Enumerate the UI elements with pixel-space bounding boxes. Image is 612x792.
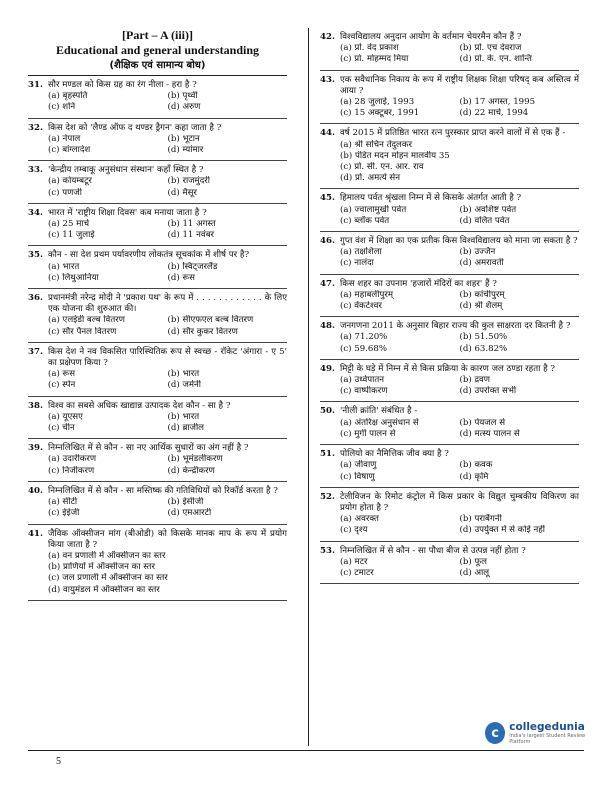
option: (c) नालंदा (340, 258, 374, 269)
option: (b) भूटान (167, 133, 200, 144)
option: (c) 11 जुलाई (48, 230, 95, 241)
question-item (28, 343, 287, 397)
options (28, 454, 287, 476)
option: (d) मत्स्य पालन से (459, 428, 520, 439)
option: (d) वलित पर्वत (459, 215, 510, 226)
option: (d) सौर कुकर वितरण (167, 326, 238, 337)
options (28, 551, 287, 596)
option: (a) 71.20% (340, 332, 388, 343)
option: (c) वाष्पीकरण (340, 386, 388, 397)
question-number: 43. (320, 74, 335, 85)
question-text: 'केन्द्रीय तम्बाकू अनुसंधान संस्थान' कहाँ स्थित है ? (48, 165, 204, 176)
option: (a) अंतरिक्ष अनुसंधान से (340, 417, 419, 428)
option: (a) सीटी (48, 497, 78, 508)
option: (b) भारत (167, 369, 200, 380)
question-number: 33. (28, 165, 43, 176)
question-number: 47. (320, 278, 335, 289)
options (320, 205, 579, 227)
option: (b) पराबैंगनी (459, 514, 502, 525)
option: (d) अमरावती (459, 258, 504, 269)
option: (a) ज्वालामुखी पर्वत (340, 204, 407, 215)
option: (b) प्रो. एच देवराज (459, 43, 522, 54)
options (28, 91, 287, 113)
question-number: 51. (320, 449, 335, 460)
question-text: किस शहर का उपनाम 'हजारों मंदिरों का शहर' हैं ? (340, 278, 497, 289)
question-number: 39. (28, 443, 43, 454)
section-header (28, 28, 287, 73)
option: (c) सौर पैनल वितरण (48, 326, 117, 337)
option: (d) उपरोक्त सभी (459, 386, 517, 397)
question-item (320, 445, 579, 488)
question-item (320, 28, 579, 71)
option: (d) श्री शैलम् (459, 301, 503, 312)
question-number: 36. (28, 293, 43, 304)
option: (b) 11 अगस्त (167, 219, 216, 230)
option: (b) पेयजल से (459, 417, 506, 428)
option: (d) कृमि (459, 471, 489, 482)
option: (b) फूल (459, 556, 487, 567)
option: (d) 63.82% (459, 343, 508, 354)
question-item (320, 275, 579, 318)
option: (c) 59.68% (340, 343, 388, 354)
question-item (28, 161, 287, 204)
option: (b) कांचीपुरम् (459, 289, 505, 300)
section-title-hindi: (शैक्षिक एवं सामान्य बोध) (109, 60, 206, 71)
options (320, 557, 579, 579)
option: (b) स्विट्जरलैंड (167, 261, 218, 272)
question-number: 42. (320, 32, 335, 42)
question-number: 31. (28, 80, 43, 90)
question-text: प्रधानमंत्री नरेन्द्र मोदी ने 'प्रकाश पथ' के रूप में . . . . . . . . . . . . के लिए एक योजना की शुरुआत की। (48, 293, 287, 315)
question-number: 53. (320, 545, 335, 556)
logo-mark-icon: c (485, 722, 505, 744)
option: (c) टमाटर (340, 567, 374, 578)
option: (a) महाबलीपुरम् (340, 289, 393, 300)
question-text: जैविक ऑक्सीजन मांग (बीओडी) को किसके मानक माप के रूप में प्रयोग किया जाता है ? (48, 528, 287, 550)
question-number: 44. (320, 128, 335, 139)
options (320, 375, 579, 397)
question-text: 'नीली क्रांति' संबंधित है - (340, 406, 418, 417)
option: (b) भूमंडलीकरण (167, 454, 223, 465)
option: (a) कोयम्बटूर (48, 176, 92, 187)
option: (d) प्रो. अमर्त्य सेन (340, 173, 401, 184)
question-text: कौन - सा देश प्रथम पर्यावरणीय लोकतंत्र सूचकांक में शीर्ष पर है? (48, 250, 250, 261)
options (28, 497, 287, 519)
option: (a) भारत (48, 261, 80, 272)
options (320, 332, 579, 354)
logo-name: collegedunia (509, 721, 585, 733)
option: (b) पृथ्वी (167, 91, 198, 102)
section-title: Educational and general understanding (55, 43, 260, 57)
option: (a) तक्षशिला (340, 247, 382, 258)
left-column (28, 28, 287, 601)
option: (c) पणजी (48, 187, 82, 198)
option: (b) सीएफएल बल्ब वितरण (167, 315, 254, 326)
options (320, 418, 579, 440)
option: (d) म्यांमार (167, 145, 204, 156)
options (320, 290, 579, 312)
option: (d) प्रो. के. एन. शान्ति (459, 54, 532, 65)
question-item (320, 189, 579, 232)
option: (d) 22 मार्च, 1994 (459, 108, 529, 119)
option: (a) मटर (340, 556, 368, 567)
options (320, 514, 579, 536)
page-number: 5 (56, 756, 61, 767)
question-number: 45. (320, 193, 335, 204)
question-number: 40. (28, 485, 43, 496)
option: (a) उदारीकरण (48, 454, 97, 465)
question-item (320, 124, 579, 189)
question-text: किस देश ने नव विकसित पारिस्थितिक रूप से स्वच्छ - रॉकेट 'अंगारा - ए 5' का प्रक्षेपण किया ? (48, 346, 287, 369)
option: (b) द्रवण (459, 375, 490, 386)
question-item (320, 360, 579, 403)
option: (c) मुर्गी पालन से (340, 428, 396, 439)
question-number: 48. (320, 321, 335, 332)
option: (d) जर्मनी (167, 380, 201, 391)
question-item (28, 204, 287, 247)
column-divider (308, 28, 309, 746)
question-number: 37. (28, 346, 43, 357)
option: (c) चीन (48, 423, 75, 434)
option: (c) लिथुआनिया (48, 272, 99, 283)
question-text: वर्ष 2015 में प्रतिष्ठित भारत रत्न पुरस्कार प्राप्त करने वालों में से एक हैं - (340, 128, 566, 139)
option: (d) मैसूर (167, 187, 197, 198)
question-number: 46. (320, 236, 335, 247)
question-item (320, 542, 579, 585)
option: (c) स्पेन (48, 380, 76, 391)
option: (b) ईसीजी (167, 497, 204, 508)
logo-tagline: India's largest Student Review Platform (509, 733, 586, 745)
question-number: 34. (28, 207, 43, 218)
option: (c) प्रो. सी. एन. आर. राव (340, 162, 424, 173)
question-item (320, 402, 579, 445)
question-text: सौर मण्डल को किस ग्रह का रंग नीला - हरा है ? (48, 80, 197, 90)
option: (d) उपर्युक्त में से कोई नहीं (459, 525, 545, 536)
options (320, 43, 579, 65)
question-text: किस देश को 'लैण्ड ऑफ द थण्डर ड्रैगन' कहा जाता है ? (48, 122, 222, 133)
option: (b) पंडित मदन मोहन मालवीय 35 (340, 150, 450, 161)
options (28, 219, 287, 241)
option: (b) 51.50% (459, 332, 508, 343)
question-number: 32. (28, 122, 43, 133)
options (28, 369, 287, 391)
question-item (28, 289, 287, 343)
question-item (28, 397, 287, 440)
right-column (320, 28, 579, 584)
question-item (320, 317, 579, 360)
question-text: विश्वविद्यालय अनुदान आयोग के वर्तमान चेयरमैन कौन हैं ? (340, 32, 522, 42)
options (320, 140, 579, 185)
question-text: गुप्त वंश में शिक्षा का एक प्रतीक किस विश्वविद्यालय को माना जा सकता है ? (340, 236, 578, 247)
option: (d) ब्राजील (167, 423, 205, 434)
option: (a) एलईडी बल्ब वितरण (48, 315, 125, 326)
option: (c) जल प्रणाली में ऑक्सीजन का स्तर (48, 573, 168, 584)
options (28, 134, 287, 156)
collegedunia-logo (485, 716, 600, 750)
option: (c) प्रो. मोहम्मद मिया (340, 54, 409, 65)
question-number: 35. (28, 250, 43, 261)
question-item (28, 76, 287, 119)
option: (d) केन्द्रीकरण (167, 465, 215, 476)
option: (a) बृहस्पति (48, 91, 88, 102)
question-number: 41. (28, 528, 43, 539)
option: (a) अवरक्त (340, 514, 379, 525)
question-text: मिट्टी के घड़े में निम्न में से किस प्रक्रिया के कारण जल ठण्डा रहता है ? (340, 363, 555, 374)
option: (a) 25 मार्च (48, 219, 90, 230)
question-number: 52. (320, 491, 335, 502)
option: (b) उज्जैन (459, 247, 496, 258)
right-question-list (320, 28, 579, 584)
option: (a) नेपाल (48, 133, 81, 144)
question-number: 38. (28, 400, 43, 411)
option: (c) बांग्लादेश (48, 145, 91, 156)
option: (a) रूस (48, 369, 76, 380)
options (320, 247, 579, 269)
option: (d) 11 नवंबर (167, 230, 215, 241)
option: (c) ईईजी (48, 508, 80, 519)
options (320, 97, 579, 119)
question-text: जनगणना 2011 के अनुसार बिहार राज्य की कुल साक्षरता दर कितनी है ? (340, 321, 571, 332)
option: (d) आलू (459, 567, 490, 578)
option: (c) निजीकरण (48, 465, 95, 476)
option: (c) विषाणु (340, 471, 375, 482)
option: (a) 28 जुलाई, 1993 (340, 97, 415, 108)
option: (a) उर्ध्वपातन (340, 375, 385, 386)
options (28, 315, 287, 337)
question-text: टेलीविजन के रिमोट कंट्रोल में किस प्रकार के विद्युत चुम्बकीय विकिरण का प्रयोग होता है ? (340, 491, 579, 513)
question-item (320, 232, 579, 275)
question-text: पोलियो का नैमित्तिक जीव क्या है ? (340, 449, 449, 460)
question-number: 49. (320, 363, 335, 374)
option: (c) ब्लॉक पर्वत (340, 215, 390, 226)
question-text: हिमालय पर्वत श्रृंखला निम्न में से किसके अंतर्गत आती है ? (340, 193, 522, 204)
option: (a) वन प्रणाली में ऑक्सीजन का स्तर (48, 550, 166, 561)
option: (a) प्रो. वेद प्रकाश (340, 43, 399, 54)
question-item (28, 246, 287, 289)
option: (b) 17 अगस्त, 1995 (459, 97, 536, 108)
option: (c) वेंकटेश्वर (340, 301, 382, 312)
option: (d) रूस (167, 272, 195, 283)
question-item (28, 525, 287, 601)
question-number: 50. (320, 406, 335, 417)
options (320, 460, 579, 482)
options (28, 176, 287, 198)
question-item (320, 71, 579, 125)
question-text: निम्नलिखित में से कौन - सा मस्तिष्क की गतिविधियों को रिकॉर्ड करता है ? (48, 485, 278, 496)
question-item (320, 488, 579, 542)
option: (a) जीवाणु (340, 460, 377, 471)
option: (b) कवक (459, 460, 493, 471)
section-part: [Part – A (iii)] (122, 28, 193, 42)
option: (d) एमआरटी (167, 508, 212, 519)
option: (c) 15 अक्टूबर, 1991 (340, 108, 420, 119)
option: (b) प्राणियों में ऑक्सीजन का स्तर (48, 562, 155, 573)
option: (d) वायुमंडल में ऑक्सीजन का स्तर (48, 584, 160, 595)
options (28, 412, 287, 434)
question-text: एक सवैधानिक निकाय के रूप में राष्ट्रीय शिक्षक शिक्षा परिषद् कब अस्तित्व में आया ? (340, 74, 579, 96)
question-item (28, 482, 287, 525)
option: (a) यूएसए (48, 411, 83, 422)
question-text: निम्नलिखित में से कौन - सा नए आर्थिक सुधारों का अंग नहीं है ? (48, 443, 249, 454)
question-text: भारत में 'राष्ट्रीय शिक्षा दिवस' कब मनाया जाता है ? (48, 207, 207, 218)
option: (b) राजमुंदरी (167, 176, 210, 187)
option: (c) दृश्य (340, 525, 368, 536)
question-text: विश्व का सबसे अधिक खाद्यान्न उत्पादक देश कौन - सा है ? (48, 400, 231, 411)
option: (b) अवशिष्ट पर्वत (459, 204, 517, 215)
question-item (28, 119, 287, 162)
question-item (28, 439, 287, 482)
left-question-list (28, 76, 287, 601)
option: (c) शनि (48, 102, 76, 113)
option: (a) श्री सचिन तेंदुलकर (340, 139, 412, 150)
options (28, 262, 287, 284)
footer-rule (28, 750, 584, 751)
option: (b) भारत (167, 411, 200, 422)
option: (d) अरुण (167, 102, 201, 113)
question-text: निम्नलिखित में से कौन - सा पौधा बीज से उत्पन्न नहीं होता ? (340, 545, 526, 556)
